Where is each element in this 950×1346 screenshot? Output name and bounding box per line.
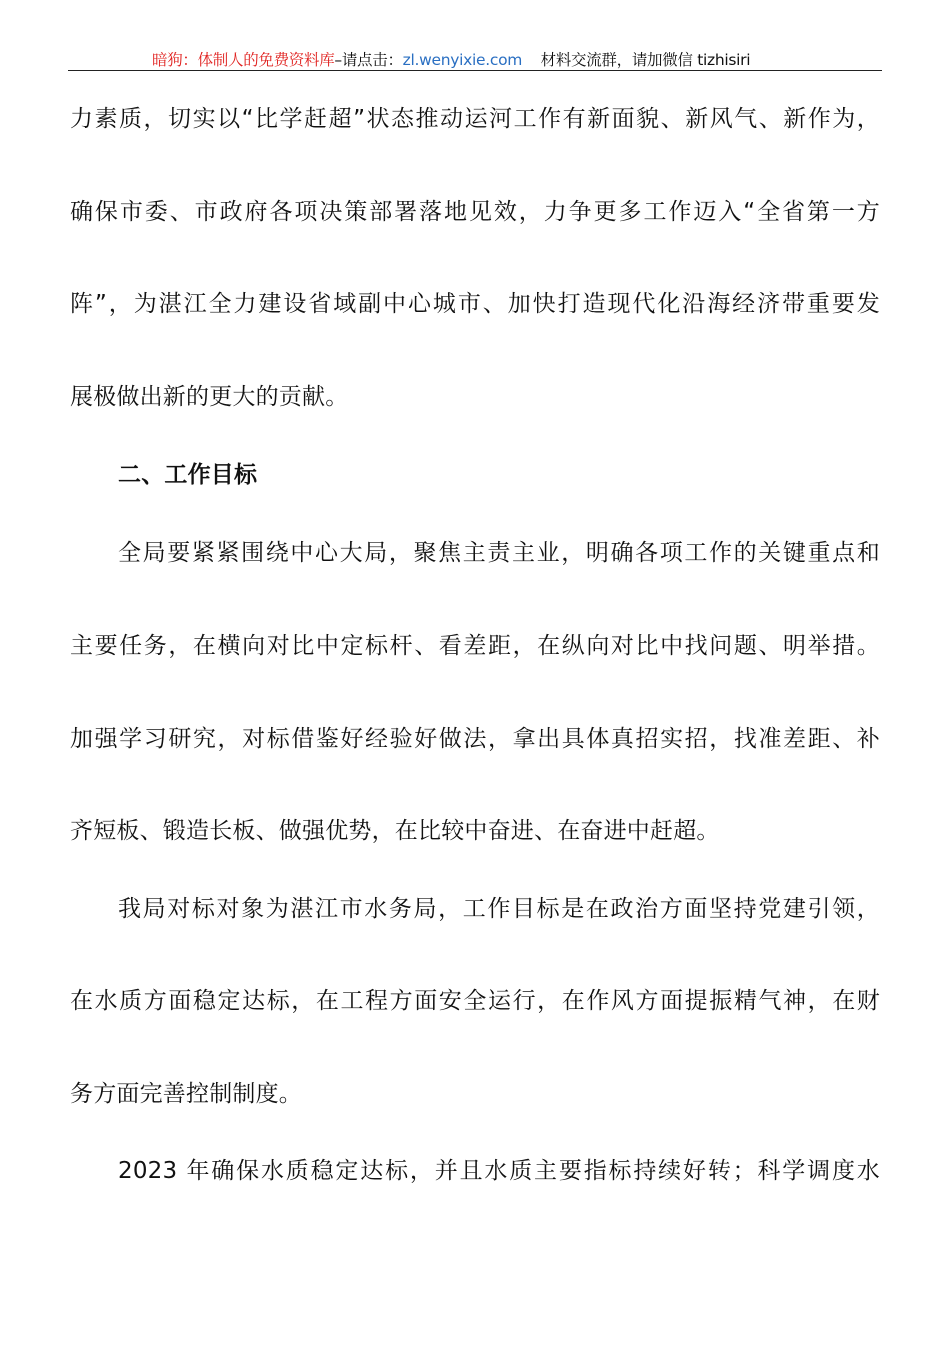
header-prompt: –请点击： [334,51,403,69]
text-line: 确保市委、市政府各项决策部署落地见效，力争更多工作迈入“全省第一方 [70,199,880,225]
header-link[interactable]: zl.wenyixie.com [402,51,523,69]
text-line: 2023 年确保水质稳定达标，并且水质主要指标持续好转；科学调度水 [118,1158,880,1184]
header-divider [68,70,882,71]
text-line: 阵”，为湛江全力建设省域副中心城市、加快打造现代化沿海经济带重要发 [70,291,880,317]
header-brand: 暗狗：体制人的免费资料库 [152,51,335,69]
text-line: 我局对标对象为湛江市水务局，工作目标是在政治方面坚持党建引领， [118,896,880,922]
header-contact: 材料交流群，请加微信 tizhisiri [540,51,751,69]
text-line: 主要任务，在横向对比中定标杆、看差距，在纵向对比中找问题、明举措。 [70,633,880,659]
text-line: 务方面完善控制制度。 [70,1081,302,1107]
text-line: 展极做出新的更大的贡献。 [70,384,349,410]
text-line: 力素质，切实以“比学赶超”状态推动运河工作有新面貌、新风气、新作为， [70,106,880,132]
text-line: 全局要紧紧围绕中心大局，聚焦主责主业，明确各项工作的关键重点和 [118,540,880,566]
text-line: 齐短板、锻造长板、做强优势，在比较中奋进、在奋进中赶超。 [70,818,720,844]
section-heading: 二、工作目标 [118,462,258,488]
page-header [152,48,750,70]
text-line: 在水质方面稳定达标，在工程方面安全运行，在作风方面提振精气神，在财 [70,988,880,1014]
text-line: 加强学习研究，对标借鉴好经验好做法，拿出具体真招实招，找准差距、补 [70,726,880,752]
